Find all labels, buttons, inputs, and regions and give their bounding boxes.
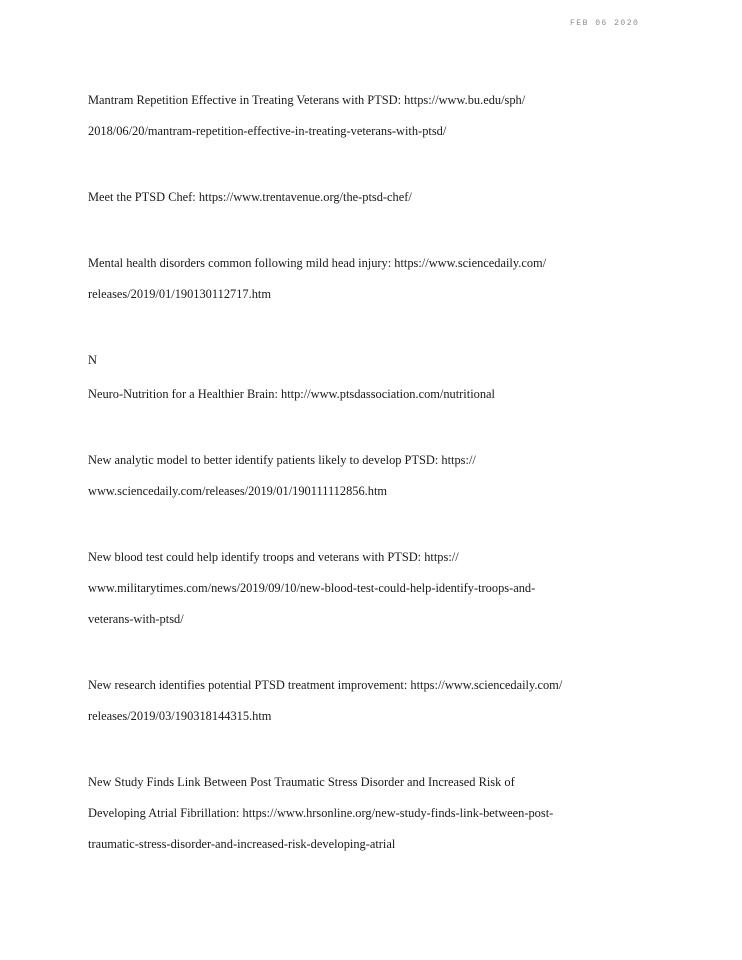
reference-entry: [88, 767, 668, 860]
reference-line: New Study Finds Link Between Post Traumatic Stress Disorder and Increased Risk of: [88, 775, 515, 789]
reference-list: [88, 85, 668, 895]
date-stamp: FEB 06 2020: [570, 19, 640, 28]
reference-entry: [88, 670, 668, 732]
reference-entry: [88, 248, 668, 310]
reference-line: releases/2019/01/190130112717.htm: [88, 287, 271, 301]
reference-entry: [88, 379, 668, 410]
reference-line: Meet the PTSD Chef: https://www.trentavenue.org/the-ptsd-chef/: [88, 190, 412, 204]
reference-line: Developing Atrial Fibrillation: https://www.hrsonline.org/new-study-finds-link-between-post-: [88, 806, 554, 820]
reference-line: www.sciencedaily.com/releases/2019/01/190111112856.htm: [88, 484, 388, 498]
reference-entry: [88, 445, 668, 507]
reference-line: New blood test could help identify troops and veterans with PTSD: https://: [88, 550, 459, 564]
reference-line: New analytic model to better identify patients likely to develop PTSD: https://: [88, 453, 476, 467]
reference-line: New research identifies potential PTSD treatment improvement: https://www.sciencedaily.com/: [88, 678, 563, 692]
reference-line: Neuro-Nutrition for a Healthier Brain: http://www.ptsdassociation.com/nutritional: [88, 387, 495, 401]
section-letter-heading: N: [88, 353, 97, 367]
reference-entry: [88, 182, 668, 213]
reference-line: 2018/06/20/mantram-repetition-effective-in-treating-veterans-with-ptsd/: [88, 124, 447, 138]
reference-line: Mantram Repetition Effective in Treating Veterans with PTSD: https://www.bu.edu/sph/: [88, 93, 526, 107]
reference-line: www.militarytimes.com/news/2019/09/10/new-blood-test-could-help-identify-troops-and-: [88, 581, 536, 595]
reference-line: Mental health disorders common following mild head injury: https://www.sciencedaily.com/: [88, 256, 547, 270]
reference-entry: [88, 85, 668, 147]
reference-line: releases/2019/03/190318144315.htm: [88, 709, 272, 723]
reference-entry: [88, 542, 668, 635]
reference-line: veterans-with-ptsd/: [88, 612, 184, 626]
reference-line: traumatic-stress-disorder-and-increased-risk-developing-atrial: [88, 837, 396, 851]
